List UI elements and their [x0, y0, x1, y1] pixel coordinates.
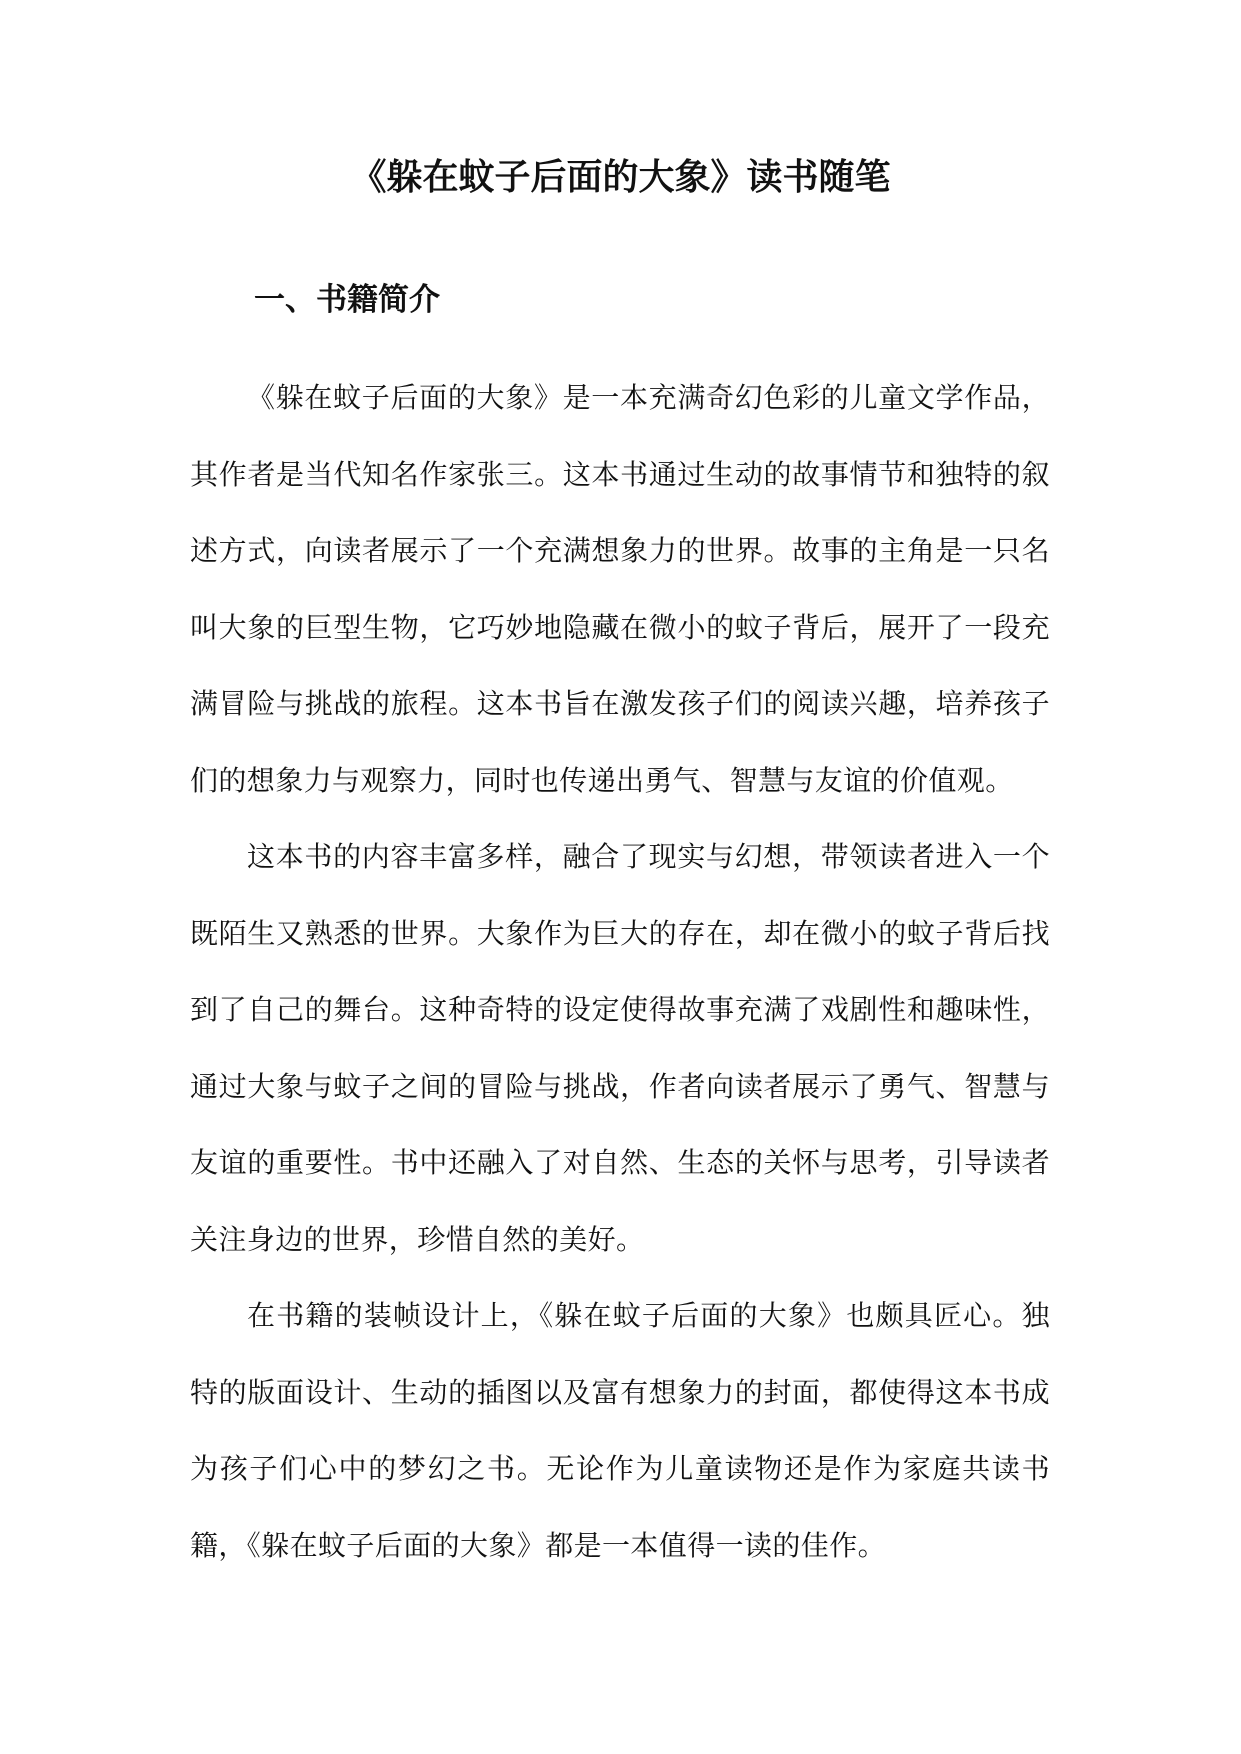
paragraph-1: 《躲在蚊子后面的大象》是一本充满奇幻色彩的儿童文学作品，其作者是当代知名作家张三。这本书通过生动的故事情节和独特的叙述方式，向读者展示了一个充满想象力的世界。故事的主角是一只名叫大象的巨型生物，它巧妙地隐藏在微小的蚊子背后，展开了一段充满冒险与挑战的旅程。这本书旨在激发孩子们的阅读兴趣，培养孩子们的想象力与观察力，同时也传递出勇气、智慧与友谊的价值观。 — [190, 381, 1050, 797]
document-title: 《躲在蚊子后面的大象》读书随笔 — [350, 157, 891, 198]
section-heading: 一、书籍简介 — [254, 282, 440, 318]
document-body — [190, 360, 1050, 1584]
paragraph-3: 在书籍的装帧设计上，《躲在蚊子后面的大象》也颇具匠心。独特的版面设计、生动的插图以及富有想象力的封面，都使得这本书成为孩子们心中的梦幻之书。无论作为儿童读物还是作为家庭共读书籍，《躲在蚊子后面的大象》都是一本值得一读的佳作。 — [190, 1299, 1050, 1562]
paragraph-2: 这本书的内容丰富多样，融合了现实与幻想，带领读者进入一个既陌生又熟悉的世界。大象作为巨大的存在，却在微小的蚊子背后找到了自己的舞台。这种奇特的设定使得故事充满了戏剧性和趣味性，通过大象与蚊子之间的冒险与挑战，作者向读者展示了勇气、智慧与友谊的重要性。书中还融入了对自然、生态的关怀与思考，引导读者关注身边的世界，珍惜自然的美好。 — [190, 840, 1050, 1256]
